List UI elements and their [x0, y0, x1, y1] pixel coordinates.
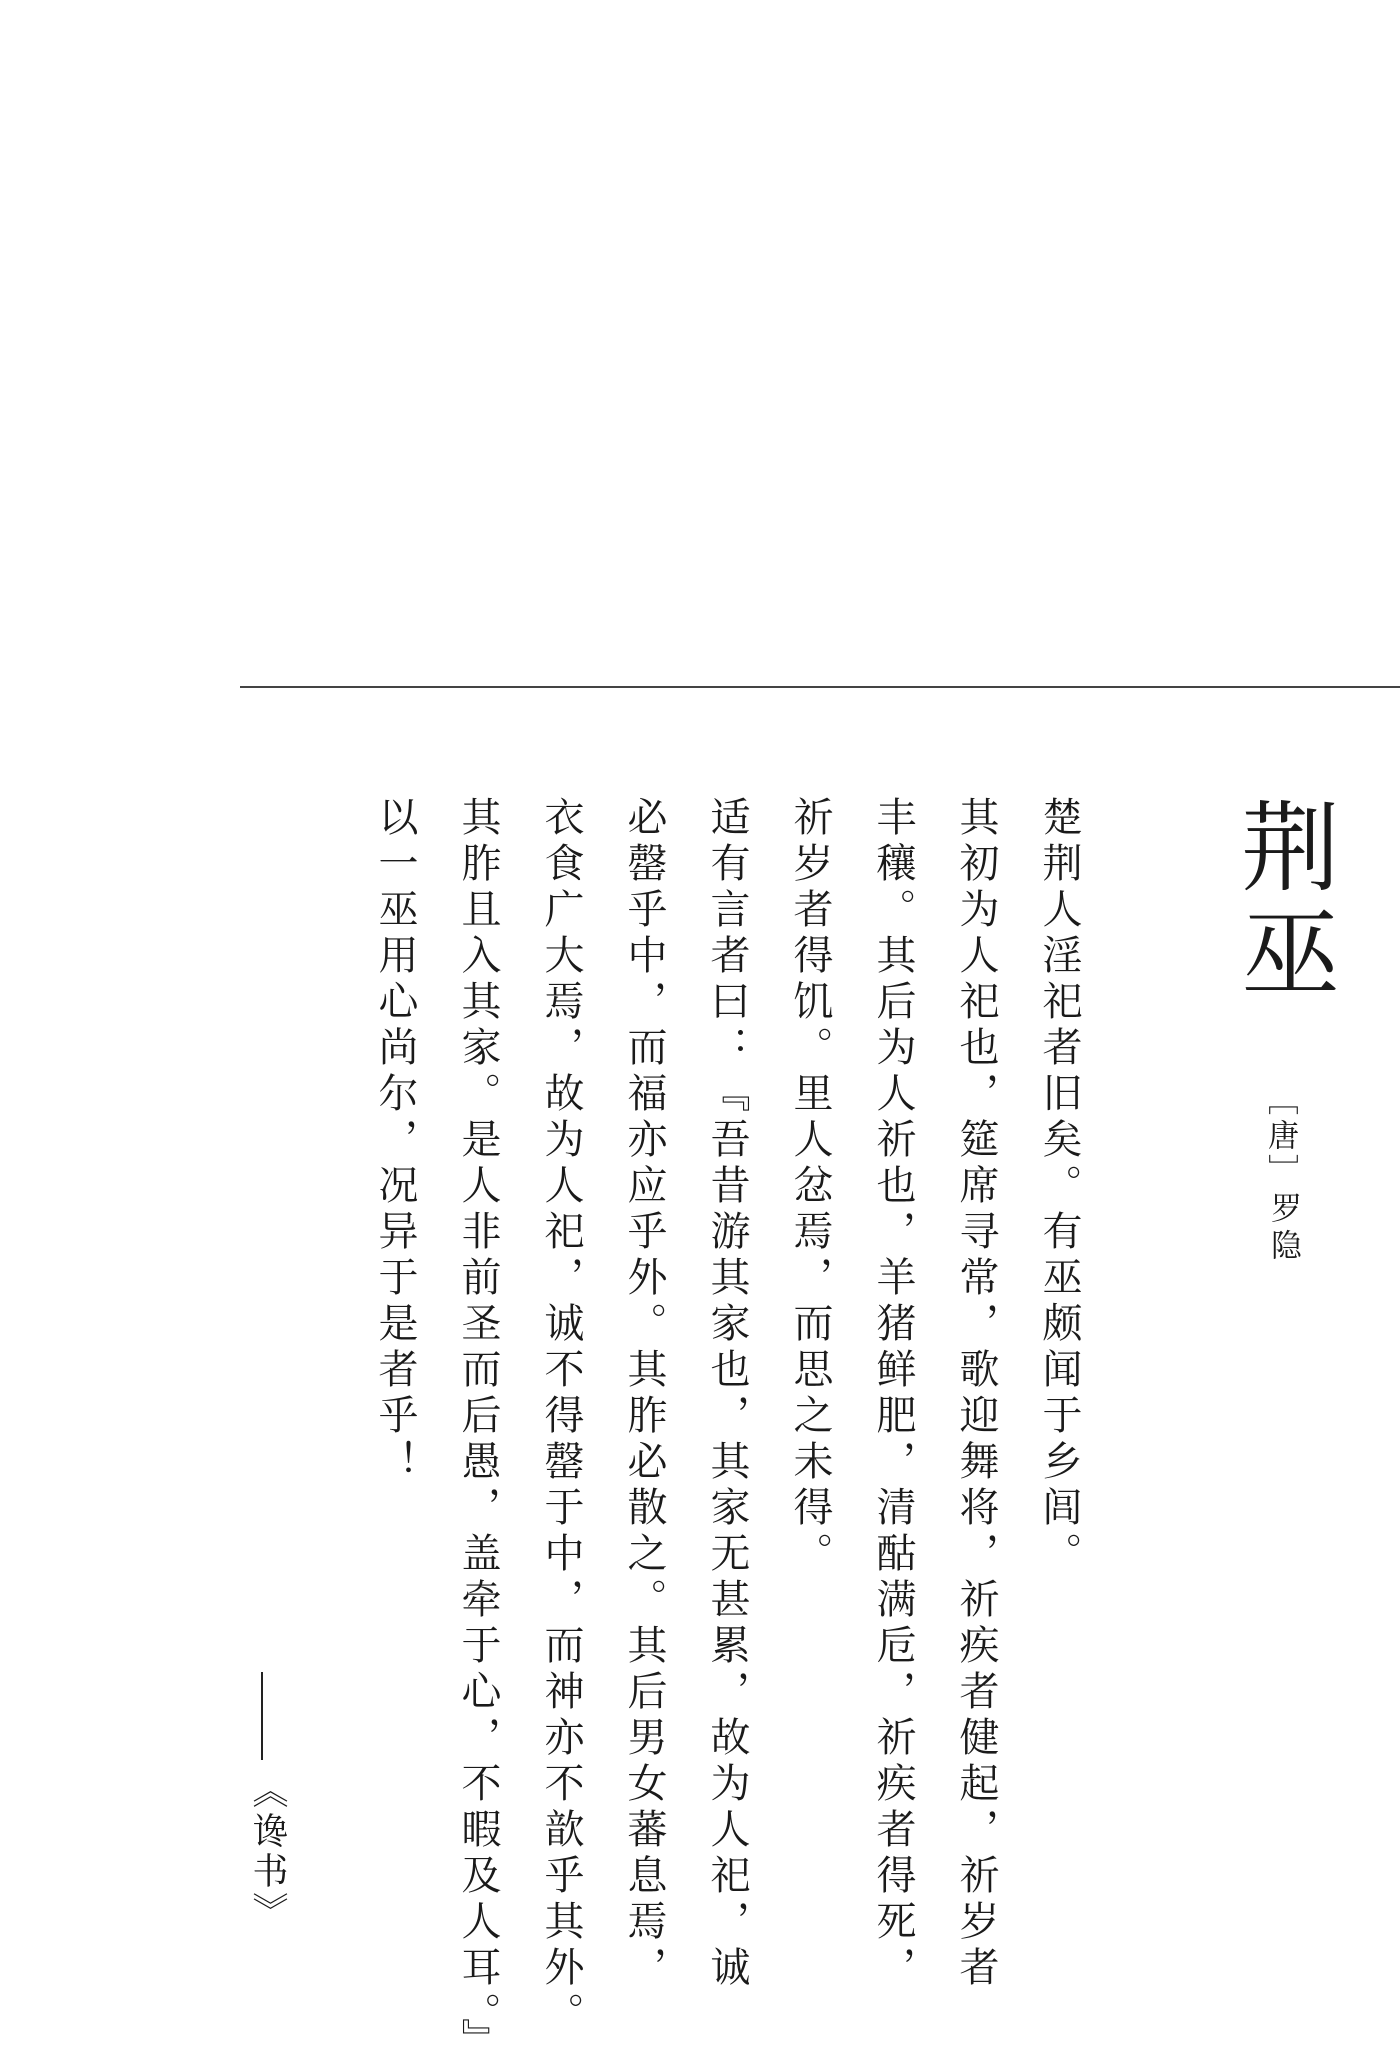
body-line: 其初为人祀也，筵席寻常，歌迎舞将，祈疾者健起，祈岁者 — [953, 796, 999, 1992]
body-line: 以一巫用心尚尔，况异于是者乎！ — [372, 796, 418, 1486]
source-dash — [261, 1672, 263, 1760]
horizontal-rule — [240, 686, 1400, 688]
body-line: 必罄乎中，而福亦应乎外。其胙必散之。其后男女蕃息焉， — [621, 796, 667, 1992]
body-line: 丰穰。其后为人祈也，羊猪鲜肥，清酤满卮，祈疾者得死， — [870, 796, 916, 1992]
body-line: 衣食广大焉，故为人祀，诚不得罄于中，而神亦不歆乎其外。 — [538, 796, 584, 2038]
source-citation: 《谗书》 — [247, 1772, 288, 1932]
body-text — [353, 796, 1100, 2064]
body-line: 楚荆人淫祀者旧矣。有巫颇闻于乡闾。 — [1036, 796, 1082, 1578]
author-name: 罗隐 — [1265, 1192, 1301, 1266]
body-line: 其胙且入其家。是人非前圣而后愚，盖牵于心，不暇及人耳。』 — [455, 796, 501, 2064]
page-title: 荆巫 — [1225, 796, 1339, 1008]
body-line: 祈岁者得饥。里人忿焉，而思之未得。 — [787, 796, 833, 1578]
dynasty-label: ［唐］ — [1262, 1084, 1298, 1189]
body-line: 适有言者曰：『吾昔游其家也，其家无甚累，故为人祀，诚 — [704, 796, 750, 1992]
